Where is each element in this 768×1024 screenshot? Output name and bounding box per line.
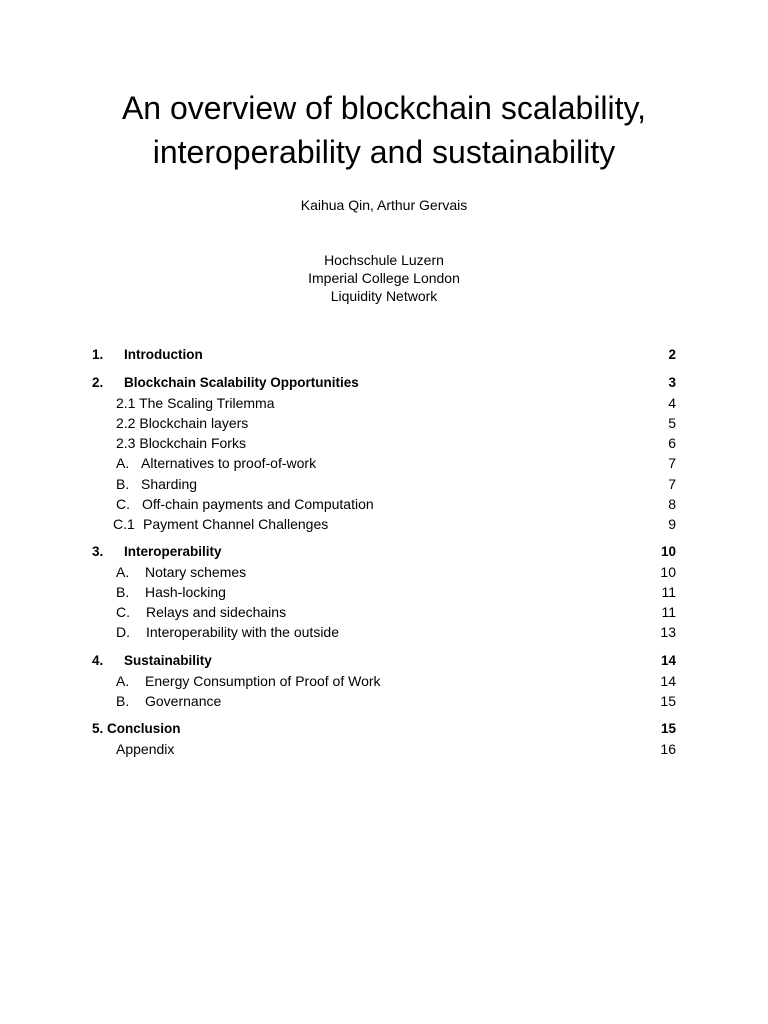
toc-entry-label: Sharding (141, 476, 198, 492)
toc-entry-page: 8 (668, 496, 676, 512)
toc-entry-label: 2.2 Blockchain layers (116, 415, 249, 431)
toc-entry-page: 15 (660, 693, 676, 709)
toc-entry-page: 14 (660, 673, 676, 689)
toc-entry-number: A. (116, 455, 130, 471)
toc-entry-number: C. (116, 604, 130, 620)
toc-entry-page: 16 (660, 741, 676, 757)
toc-entry-introduction[interactable] (92, 345, 676, 365)
toc-entry-page: 14 (660, 653, 676, 668)
title-line-1: An overview of blockchain scalability, (121, 90, 647, 126)
toc-entry-label: Blockchain Scalability Opportunities (124, 375, 359, 390)
toc-entry-scaling-trilemma[interactable] (92, 393, 676, 413)
toc-entry-number: C.1 (113, 516, 135, 532)
toc-entry-page: 15 (660, 721, 676, 736)
affiliation-liquidity-network: Liquidity Network (330, 288, 438, 304)
toc-entry-page: 10 (660, 564, 676, 580)
title-line-2: interoperability and sustainability (152, 134, 616, 170)
toc-entry-page: 7 (668, 455, 676, 471)
toc-entry-number: B. (116, 476, 130, 492)
toc-entry-sharding[interactable] (92, 474, 676, 494)
toc-entry-label: 2.1 The Scaling Trilemma (116, 395, 275, 411)
toc-entry-page: 10 (660, 544, 676, 559)
affiliation-hochschule-luzern: Hochschule Luzern (324, 252, 444, 268)
toc-entry-relays-sidechains[interactable] (92, 602, 676, 622)
toc-entry-label: Off-chain payments and Computation (142, 496, 374, 512)
toc-entry-off-chain-payments[interactable] (92, 494, 676, 514)
toc-entry-sustainability[interactable] (92, 651, 676, 671)
toc-entry-number: B. (116, 693, 130, 709)
toc-entry-page: 11 (661, 604, 676, 620)
toc-entry-alternatives-pow[interactable] (92, 453, 676, 473)
toc-entry-interoperability[interactable] (92, 542, 676, 562)
toc-entry-hash-locking[interactable] (92, 582, 676, 602)
toc-entry-label: Sustainability (124, 653, 212, 668)
toc-entry-number: 2. (92, 375, 104, 390)
toc-entry-page: 3 (668, 375, 676, 390)
toc-entry-blockchain-forks[interactable] (92, 433, 676, 453)
toc-entry-number: B. (116, 584, 130, 600)
toc-entry-label: Notary schemes (145, 564, 247, 580)
toc-entry-number: A. (116, 673, 130, 689)
toc-entry-page: 7 (668, 476, 676, 492)
toc-entry-page: 13 (660, 624, 676, 640)
toc-entry-conclusion[interactable] (92, 719, 676, 739)
toc-entry-page: 4 (668, 395, 676, 411)
toc-entry-label: Appendix (116, 741, 175, 757)
toc-entry-label: Introduction (124, 347, 203, 362)
toc-entry-energy-consumption[interactable] (92, 671, 676, 691)
toc-entry-label: 5. Conclusion (92, 721, 181, 736)
toc-entry-number: C. (116, 496, 130, 512)
toc-entry-label: Payment Channel Challenges (143, 516, 329, 532)
toc-entry-label: Governance (145, 693, 222, 709)
toc-entry-number: D. (116, 624, 130, 640)
toc-entry-number: 3. (92, 544, 104, 559)
toc-entry-blockchain-layers[interactable] (92, 413, 676, 433)
toc-entry-number: 1. (92, 347, 104, 362)
toc-entry-page: 9 (668, 516, 676, 532)
toc-entry-interoperability-outside[interactable] (92, 622, 676, 642)
authors: Kaihua Qin, Arthur Gervais (300, 197, 468, 213)
toc-entry-label: Hash-locking (145, 584, 226, 600)
toc-entry-label: Alternatives to proof-of-work (141, 455, 317, 471)
toc-entry-label: 2.3 Blockchain Forks (116, 435, 246, 451)
toc-entry-governance[interactable] (92, 691, 676, 711)
toc-entry-page: 11 (661, 584, 676, 600)
toc-entry-scalability-opportunities[interactable] (92, 373, 676, 393)
affiliation-imperial-college: Imperial College London (308, 270, 460, 286)
toc-entry-label: Interoperability with the outside (146, 624, 339, 640)
toc-entry-label: Interoperability (124, 544, 222, 559)
toc-entry-appendix[interactable] (92, 739, 676, 759)
toc-entry-label: Relays and sidechains (146, 604, 287, 620)
toc-entry-page: 5 (668, 415, 676, 431)
toc-entry-payment-channel-challenges[interactable] (92, 514, 676, 534)
toc-entry-page: 6 (668, 435, 676, 451)
toc-entry-number: A. (116, 564, 130, 580)
toc-entry-notary-schemes[interactable] (92, 562, 676, 582)
toc-entry-number: 4. (92, 653, 104, 668)
toc-entry-label: Energy Consumption of Proof of Work (145, 673, 381, 689)
toc-entry-page: 2 (668, 347, 676, 362)
